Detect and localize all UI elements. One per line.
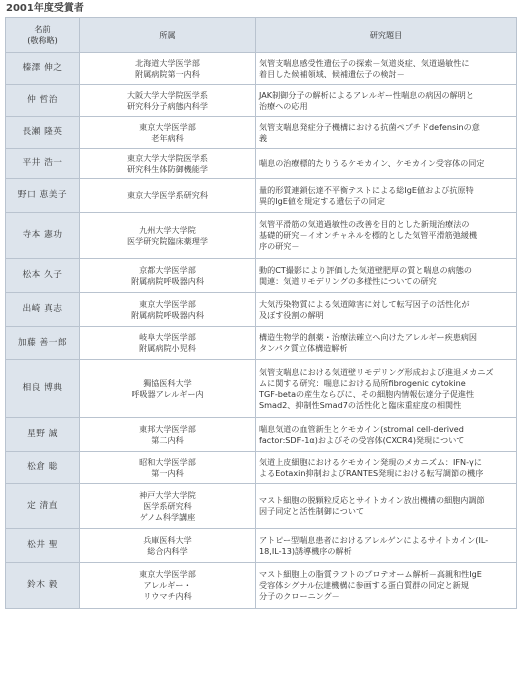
- header-name-line: 名前: [34, 24, 51, 34]
- awardee-name: 相良 博典: [6, 360, 80, 418]
- topic-line: 18,IL-13)誘導機序の解析: [259, 545, 352, 556]
- affiliation-line: アレルギー・: [143, 580, 192, 590]
- research-topic: [256, 179, 517, 213]
- awardee-name: 松倉 聡: [6, 452, 80, 484]
- awardee-name: 松井 聖: [6, 529, 80, 563]
- research-topic: [256, 529, 517, 563]
- research-topic: [256, 360, 517, 418]
- affiliation-line: 研究科分子病態内科学: [127, 100, 208, 111]
- header-affiliation: 所属: [80, 18, 256, 53]
- affiliation-line: 北海道大学医学部: [135, 57, 200, 68]
- affiliation-line: 医学系研究科: [143, 500, 192, 511]
- awardee-affiliation: [80, 293, 256, 327]
- topic-line: 構造生物学的創薬・治療法確立へ向けたアレルギー疾患病因: [259, 332, 478, 342]
- table-row: [6, 149, 517, 179]
- table-row: [6, 293, 517, 327]
- topic-line: TGF-betaの産生ならびに、その細胞内情報伝達分子促進性: [259, 388, 475, 399]
- awardee-affiliation: [80, 213, 256, 259]
- affiliation-line: ゲノム科学講座: [139, 511, 196, 522]
- awardee-name: 鈴木 毅: [6, 563, 80, 609]
- affiliation-line: 総合内科学: [147, 545, 188, 556]
- awardee-name: 定 清直: [6, 484, 80, 529]
- topic-line: 喘息の治療標的たりうるケモカイン、ケモカイン受容体の同定: [259, 158, 485, 168]
- affiliation-line: 東京大学大学院医学系: [127, 152, 208, 163]
- topic-line: 着目した候補領域、候補遺伝子の検討－: [259, 68, 405, 79]
- affiliation-line: 附属病院小児科: [139, 343, 196, 353]
- awardee-affiliation: [80, 529, 256, 563]
- awardee-affiliation: [80, 179, 256, 213]
- table-row: [6, 179, 517, 213]
- affiliation-line: 東邦大学医学部: [139, 423, 196, 434]
- affiliation-line: 呼吸器アレルギー内: [131, 388, 204, 399]
- research-topic: [256, 418, 517, 452]
- awardee-affiliation: [80, 85, 256, 117]
- affiliation-line: 岐阜大学医学部: [139, 332, 196, 342]
- topic-line: 分子のクローニング－: [259, 591, 340, 601]
- awardee-name: 寺本 憲功: [6, 213, 80, 259]
- topic-line: タンパク質立体構造解析: [259, 343, 348, 353]
- research-topic: [256, 85, 517, 117]
- topic-line: 序の研究－: [259, 241, 300, 251]
- topic-line: 動的CT撮影により評価した気道壁肥厚の質と喘息の病態の: [259, 264, 472, 275]
- awardee-affiliation: [80, 360, 256, 418]
- affiliation-line: 東京大学医学部: [139, 121, 196, 132]
- table-row: [6, 484, 517, 529]
- awardee-affiliation: [80, 117, 256, 149]
- awardee-affiliation: [80, 418, 256, 452]
- table-row: [6, 85, 517, 117]
- topic-line: 気管支喘息における気道壁リモデリング形成および進退メカニズ: [259, 366, 494, 377]
- topic-line: 喘息気道の血管新生とケモカイン(stromal cell-derived: [259, 423, 464, 434]
- affiliation-line: 九州大学大学院: [139, 224, 196, 235]
- awardee-name: 出崎 真志: [6, 293, 80, 327]
- table-row: [6, 563, 517, 609]
- awardee-name: 加藤 善一郎: [6, 327, 80, 360]
- affiliation-line: 昭和大学医学部: [139, 456, 196, 467]
- affiliation-line: 老年病科: [151, 132, 184, 143]
- research-topic: [256, 117, 517, 149]
- affiliation-line: 医学研究院臨床薬理学: [127, 235, 208, 246]
- affiliation-line: 東京大学医学系研究科: [127, 190, 208, 200]
- affiliation-line: 京都大学医学部: [139, 264, 196, 275]
- topic-line: 関連：気道リモデリングの多様性についての研究: [259, 275, 437, 286]
- topic-line: 受容体シグナル伝達機構に参画する蛋白質群の同定と新規: [259, 580, 469, 590]
- topic-line: 気管平滑筋の気道過敏性の改善を目的とした新規治療法の: [259, 219, 470, 229]
- table-row: [6, 360, 517, 418]
- table-row: [6, 53, 517, 85]
- affiliation-line: 附属病院呼吸器内科: [131, 275, 204, 286]
- topic-line: 気管支喘息感受性遺伝子の探索－気道炎症、気道過敏性に: [259, 57, 470, 68]
- research-topic: [256, 484, 517, 529]
- table-row: [6, 529, 517, 563]
- research-topic: [256, 452, 517, 484]
- affiliation-line: 附属病院呼吸器内科: [131, 309, 204, 320]
- research-topic: [256, 293, 517, 327]
- affiliation-line: 第一内科: [151, 467, 184, 478]
- awardee-affiliation: [80, 452, 256, 484]
- topic-line: JAK制御分子の解析によるアレルギー性喘息の病因の解明と: [259, 89, 474, 100]
- topic-line: 量的形質連鎖伝達不平衡テストによる総IgE値および抗原特: [259, 184, 474, 195]
- table-row: [6, 327, 517, 360]
- topic-line: マスト細胞上の脂質ラフトのプロテオーム解析－高親和性IgE: [259, 569, 482, 579]
- topic-line: アトピー型喘息患者におけるアレルゲンによるサイトカイン(IL-: [259, 534, 489, 545]
- topic-line: 治療への応用: [259, 100, 308, 111]
- page-title: 2001年度受賞者: [6, 3, 84, 14]
- header-topic: 研究題目: [256, 18, 517, 53]
- research-topic: [256, 213, 517, 259]
- header-row: [6, 18, 517, 53]
- research-topic: [256, 259, 517, 293]
- awardee-name: 星野 誠: [6, 418, 80, 452]
- topic-line: 気管支喘息発症分子機構における抗菌ペプチドdefensinの意: [259, 121, 480, 132]
- research-topic: [256, 327, 517, 360]
- topic-line: 気道上皮細胞におけるケモカイン発現のメカニズム：IFN-γに: [259, 456, 482, 467]
- topic-line: factor:SDF-1α)およびその受容体(CXCR4)発現について: [259, 434, 465, 445]
- awardee-affiliation: [80, 149, 256, 179]
- affiliation-line: 大阪大学大学院医学系: [127, 89, 208, 100]
- affiliation-line: 研究科生体防御機能学: [127, 163, 208, 174]
- awardee-name: 松本 久子: [6, 259, 80, 293]
- topic-line: マスト細胞の脱顆粒反応とサイトカイン放出機構の細胞内調節: [259, 495, 485, 505]
- topic-line: 基礎的研究－イオンチャネルを標的とした気管平滑筋弛緩機: [259, 230, 478, 240]
- affiliation-line: 東京大学医学部: [139, 569, 196, 579]
- awardee-name: 長瀬 隆英: [6, 117, 80, 149]
- topic-line: 因子同定と活性制御について: [259, 506, 365, 516]
- affiliation-line: 附属病院第一内科: [135, 68, 200, 79]
- affiliation-line: 獨協医科大学: [143, 377, 192, 388]
- awardee-affiliation: [80, 563, 256, 609]
- topic-line: よるEotaxin抑制およびRANTES発現における転写調節の機序: [259, 467, 484, 478]
- awardee-affiliation: [80, 259, 256, 293]
- awardee-name: 榛澤 伸之: [6, 53, 80, 85]
- research-topic: [256, 149, 517, 179]
- table-row: [6, 117, 517, 149]
- topic-line: 異的IgE値を規定する遺伝子の同定: [259, 195, 385, 206]
- research-topic: [256, 53, 517, 85]
- awardee-name: 野口 恵美子: [6, 179, 80, 213]
- awardee-name: 平井 浩一: [6, 149, 80, 179]
- topic-line: ムに関する研究：喘息における局所fibrogenic cytokine: [259, 377, 466, 388]
- table-row: [6, 259, 517, 293]
- affiliation-line: 第二内科: [151, 434, 184, 445]
- awardee-affiliation: [80, 327, 256, 360]
- affiliation-line: リウマチ内科: [143, 591, 192, 601]
- topic-line: 大気汚染物質による気道障害に対して転写因子の活性化が: [259, 298, 470, 309]
- awardee-affiliation: [80, 484, 256, 529]
- table-body: [6, 53, 517, 609]
- affiliation-line: 東京大学医学部: [139, 298, 196, 309]
- affiliation-line: 神戸大学大学院: [139, 489, 196, 500]
- awardees-table: [5, 17, 517, 609]
- topic-line: 義: [259, 132, 268, 143]
- affiliation-line: 兵庫医科大学: [143, 534, 192, 545]
- awardee-affiliation: [80, 53, 256, 85]
- table-row: [6, 418, 517, 452]
- header-name-line: (敬称略): [27, 35, 58, 45]
- topic-line: 及ぼす役割の解明: [259, 309, 324, 320]
- table-row: [6, 452, 517, 484]
- awardee-name: 仲 哲治: [6, 85, 80, 117]
- research-topic: [256, 563, 517, 609]
- header-name: [6, 18, 80, 53]
- topic-line: Smad2、抑制性Smad7の活性化と臨床重症度の相関性: [259, 399, 462, 410]
- table-row: [6, 213, 517, 259]
